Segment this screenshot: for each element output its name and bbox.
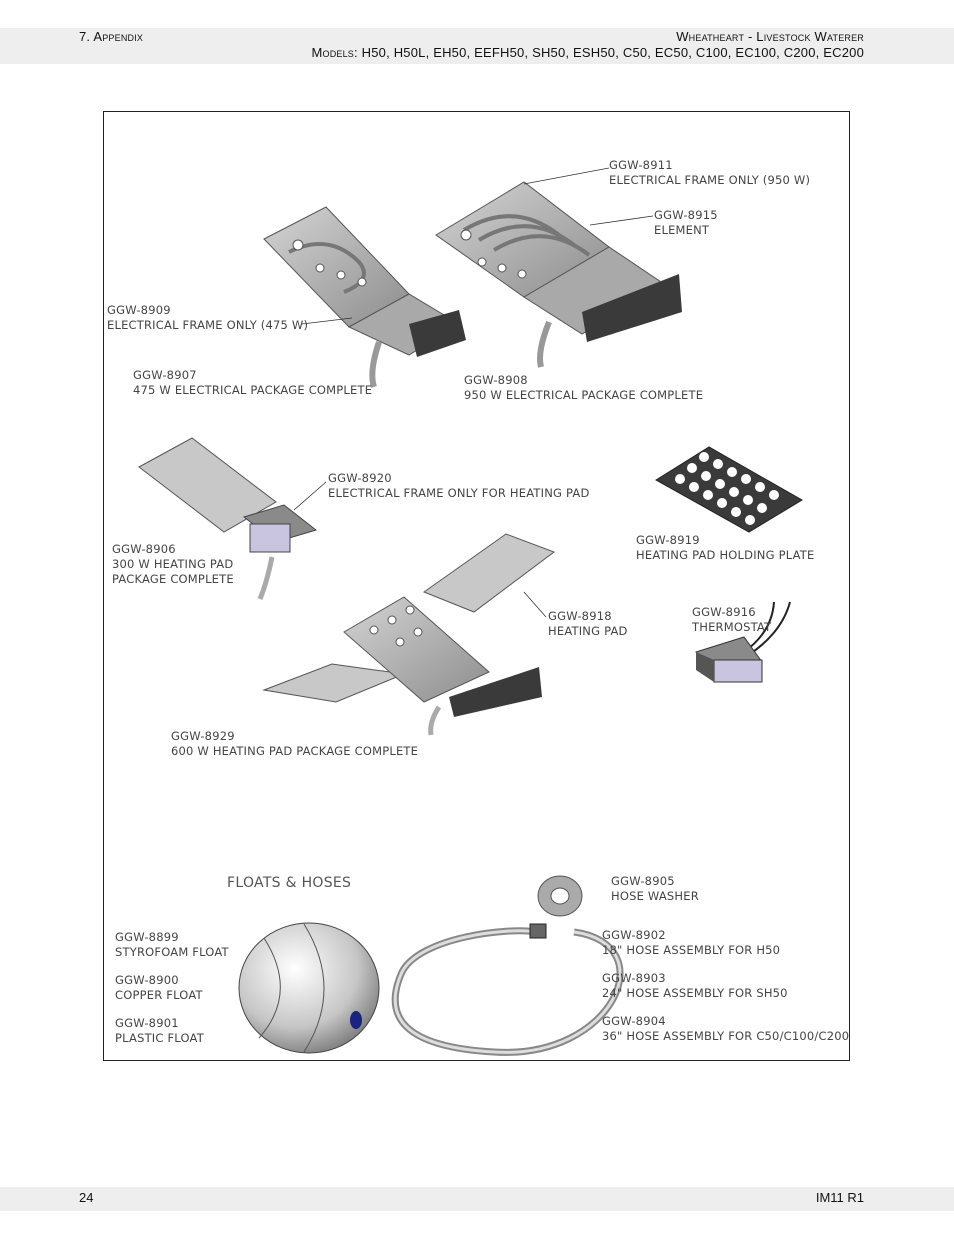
part-ggw8901	[115, 1016, 204, 1046]
part-ggw8916	[692, 605, 771, 635]
part-desc: HOSE WASHER	[611, 889, 699, 903]
part-ggw8919	[636, 533, 814, 563]
part-ggw8911	[609, 158, 810, 188]
part-desc: STYROFOAM FLOAT	[115, 945, 229, 959]
part-desc: THERMOSTAT	[692, 620, 772, 634]
part-ggw8909	[107, 303, 308, 333]
part-desc: 475 W ELECTRICAL PACKAGE COMPLETE	[133, 383, 373, 397]
part-ggw8920	[328, 471, 590, 501]
heating-pad-600w-drawing	[264, 534, 554, 735]
holding-plate-drawing	[656, 447, 802, 532]
section-title: 7. Appendix	[79, 29, 144, 44]
part-code: GGW-8920	[328, 471, 392, 485]
parts-diagram-frame	[103, 111, 850, 1061]
part-desc: 18" HOSE ASSEMBLY FOR H50	[602, 943, 781, 957]
frame-475w-drawing	[264, 207, 466, 387]
part-ggw8929	[171, 729, 418, 759]
part-code: GGW-8908	[464, 373, 528, 387]
part-code: GGW-8919	[636, 533, 700, 547]
part-code: GGW-8911	[609, 158, 673, 172]
part-desc: 950 W ELECTRICAL PACKAGE COMPLETE	[464, 388, 704, 402]
part-code: GGW-8902	[602, 928, 666, 942]
part-ggw8903	[602, 971, 788, 1001]
document-id: IM11 R1	[815, 1190, 864, 1205]
part-desc: 24" HOSE ASSEMBLY FOR SH50	[602, 986, 788, 1000]
part-code: GGW-8906	[112, 542, 176, 556]
part-code: GGW-8916	[692, 605, 756, 619]
part-ggw8904	[602, 1014, 849, 1044]
part-code: GGW-8909	[107, 303, 171, 317]
frame-950w-drawing	[436, 182, 682, 367]
part-ggw8918	[548, 609, 628, 639]
part-code: GGW-8915	[654, 208, 718, 222]
part-desc: COPPER FLOAT	[115, 988, 203, 1002]
part-code: GGW-8899	[115, 930, 179, 944]
float-drawing	[239, 923, 379, 1053]
part-code: GGW-8903	[602, 971, 666, 985]
product-title: Wheatheart - Livestock Waterer	[676, 29, 864, 44]
part-desc: PACKAGE COMPLETE	[112, 572, 234, 586]
part-code: GGW-8929	[171, 729, 235, 743]
part-code: GGW-8900	[115, 973, 179, 987]
part-desc: PLASTIC FLOAT	[115, 1031, 204, 1045]
part-desc: 600 W HEATING PAD PACKAGE COMPLETE	[171, 744, 419, 758]
part-desc: ELEMENT	[654, 223, 710, 237]
part-code: GGW-8901	[115, 1016, 179, 1030]
part-desc: ELECTRICAL FRAME ONLY (475 W)	[107, 318, 309, 332]
page-number: 24	[79, 1190, 94, 1205]
floats-hoses-title: FLOATS & HOSES	[227, 875, 352, 891]
part-ggw8908	[464, 373, 703, 403]
part-ggw8905	[611, 874, 699, 904]
part-desc: HEATING PAD HOLDING PLATE	[636, 548, 815, 562]
models-list: Models: H50, H50L, EH50, EEFH50, SH50, ESH50, C50, EC50, C100, EC100, C200, EC200	[311, 45, 864, 60]
part-code: GGW-8905	[611, 874, 675, 888]
page-footer	[0, 1187, 954, 1211]
part-desc: ELECTRICAL FRAME ONLY FOR HEATING PAD	[328, 486, 590, 500]
part-ggw8915	[654, 208, 718, 238]
part-code: GGW-8904	[602, 1014, 666, 1028]
part-ggw8906	[112, 542, 234, 587]
part-ggw8899	[115, 930, 229, 960]
part-ggw8902	[602, 928, 780, 958]
part-desc: 36" HOSE ASSEMBLY FOR C50/C100/C200	[602, 1029, 850, 1043]
part-ggw8900	[115, 973, 203, 1003]
part-desc: ELECTRICAL FRAME ONLY (950 W)	[609, 173, 811, 187]
part-code: GGW-8918	[548, 609, 612, 623]
part-desc: 300 W HEATING PAD	[112, 557, 234, 571]
hose-drawing	[395, 924, 620, 1052]
part-ggw8907	[133, 368, 372, 398]
part-desc: HEATING PAD	[548, 624, 628, 638]
part-code: GGW-8907	[133, 368, 197, 382]
